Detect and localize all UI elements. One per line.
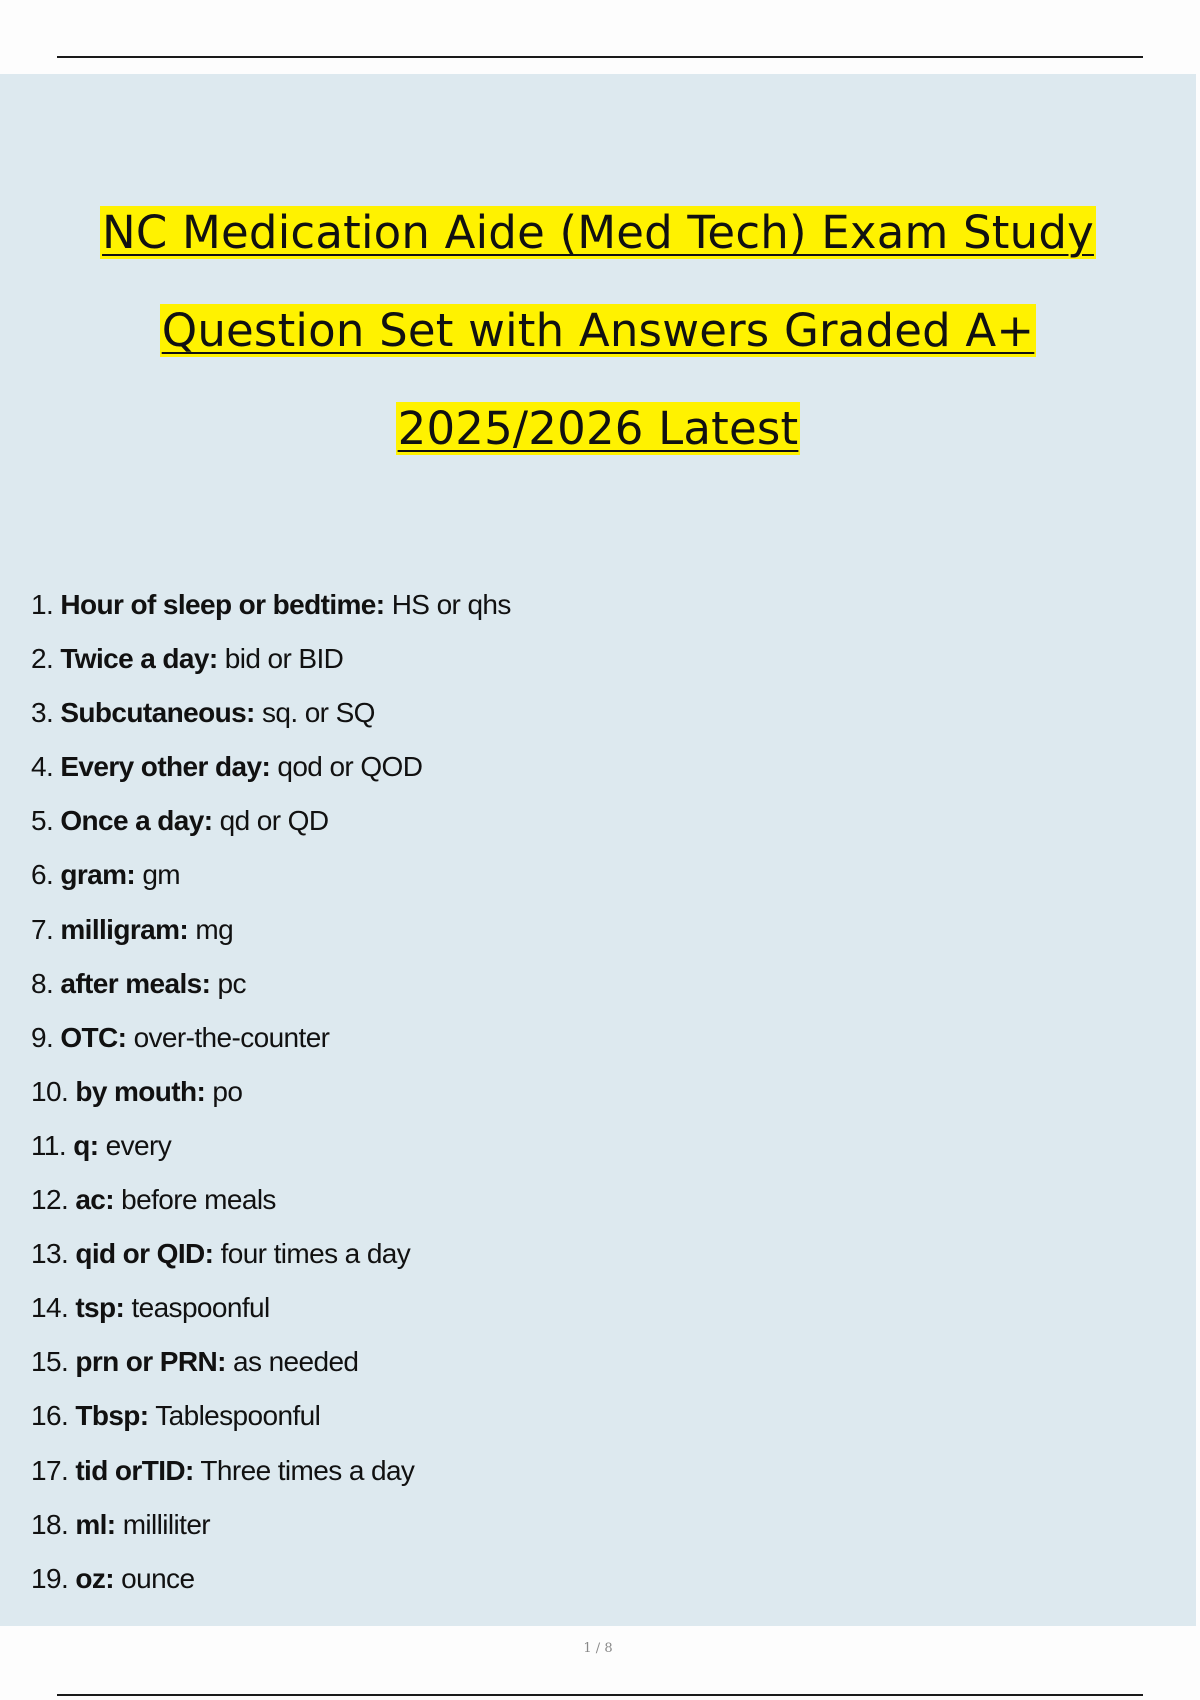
item-answer: before meals <box>121 1184 276 1216</box>
list-item <box>31 751 511 805</box>
item-answer: as needed <box>233 1346 359 1378</box>
item-number: 12. <box>31 1184 69 1216</box>
item-number: 7. <box>31 913 54 945</box>
title-text-2: Question Set with Answers Graded A+ <box>161 304 1035 357</box>
item-number: 10. <box>31 1075 69 1107</box>
item-term: oz: <box>75 1562 114 1594</box>
item-term: Every other day: <box>60 751 271 783</box>
item-number: 6. <box>31 859 54 891</box>
list-item <box>31 697 511 751</box>
item-term: prn or PRN: <box>75 1346 226 1378</box>
list-item <box>31 643 511 697</box>
list-item <box>31 968 511 1022</box>
item-answer: qod or QOD <box>277 751 423 783</box>
item-answer: sq. or SQ <box>261 697 375 729</box>
item-answer: Tablespoonful <box>155 1400 321 1432</box>
list-item <box>31 1238 511 1292</box>
item-number: 3. <box>31 697 54 729</box>
item-term: gram: <box>60 859 136 891</box>
list-item <box>31 1130 511 1184</box>
item-term: ac: <box>75 1184 114 1216</box>
title-text-1: NC Medication Aide (Med Tech) Exam Study <box>102 206 1094 259</box>
item-answer: over-the-counter <box>133 1021 330 1053</box>
item-answer: four times a day <box>220 1238 411 1270</box>
item-term: Twice a day: <box>60 643 218 675</box>
list-item <box>31 859 511 913</box>
document-title <box>0 184 1196 478</box>
list-item <box>31 1400 511 1454</box>
item-number: 14. <box>31 1292 69 1324</box>
item-term: qid or QID: <box>75 1238 214 1270</box>
list-item <box>31 1346 511 1400</box>
item-number: 1. <box>31 589 54 620</box>
item-answer: HS or qhs <box>391 589 511 620</box>
list-item <box>31 805 511 859</box>
title-line-1 <box>0 184 1196 282</box>
item-term: by mouth: <box>75 1075 206 1107</box>
title-line-3 <box>0 380 1196 478</box>
item-answer: Three times a day <box>200 1454 415 1486</box>
list-item <box>31 914 511 968</box>
list-item <box>31 589 511 643</box>
item-answer: bid or BID <box>224 643 344 675</box>
item-answer: gm <box>142 859 181 891</box>
list-item <box>31 1022 511 1076</box>
title-text-3: 2025/2026 Latest <box>397 402 799 455</box>
item-answer: teaspoonful <box>131 1292 270 1324</box>
item-term: Hour of sleep or bedtime: <box>60 589 385 620</box>
item-number: 17. <box>31 1454 69 1486</box>
question-answer-list <box>31 589 511 1617</box>
item-number: 4. <box>31 751 54 783</box>
list-item <box>31 1184 511 1238</box>
document-page <box>0 74 1196 1656</box>
item-term: after meals: <box>60 967 211 999</box>
page-number: 1 / 8 <box>583 1641 613 1656</box>
list-item <box>31 1455 511 1509</box>
item-term: Subcutaneous: <box>60 697 255 729</box>
item-number: 2. <box>31 643 54 675</box>
item-number: 19. <box>31 1562 69 1594</box>
item-term: OTC: <box>60 1021 127 1053</box>
item-term: q: <box>73 1129 99 1161</box>
item-answer: pc <box>217 967 246 999</box>
list-item <box>31 1292 511 1346</box>
item-answer: po <box>212 1075 243 1107</box>
item-term: tid orTID: <box>75 1454 194 1486</box>
item-answer: mg <box>195 913 234 945</box>
item-number: 15. <box>31 1346 69 1378</box>
list-item <box>31 1563 511 1617</box>
item-term: ml: <box>75 1508 116 1540</box>
item-number: 5. <box>31 805 54 837</box>
top-rule <box>57 56 1143 58</box>
title-line-2 <box>0 282 1196 380</box>
item-number: 9. <box>31 1021 54 1053</box>
item-answer: ounce <box>121 1562 195 1594</box>
item-number: 11. <box>31 1129 67 1161</box>
list-item <box>31 1076 511 1130</box>
list-item <box>31 1509 511 1563</box>
item-answer: qd or QD <box>219 805 329 837</box>
item-number: 13. <box>31 1238 69 1270</box>
item-term: Tbsp: <box>75 1400 149 1432</box>
bottom-rule <box>57 1694 1143 1696</box>
item-answer: milliliter <box>122 1508 211 1540</box>
item-number: 18. <box>31 1508 69 1540</box>
item-answer: every <box>105 1129 172 1161</box>
item-term: milligram: <box>60 913 189 945</box>
item-term: tsp: <box>75 1292 125 1324</box>
item-number: 8. <box>31 967 54 999</box>
item-term: Once a day: <box>60 805 213 837</box>
item-number: 16. <box>31 1400 69 1432</box>
